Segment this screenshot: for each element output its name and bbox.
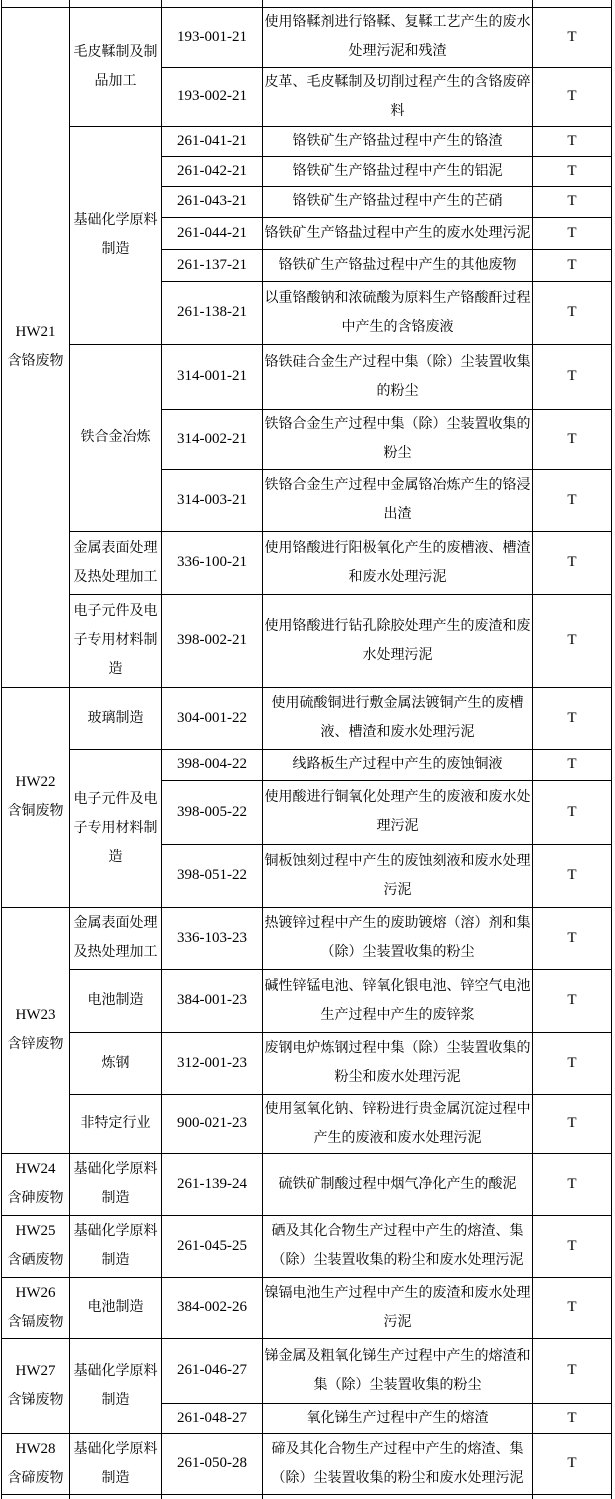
waste-desc-cell: 以重铬酸钠和浓硫酸为原料生产铬酸酐过程中产生的含铬废液: [263, 281, 533, 344]
industry-cell: 铁合金冶炼: [70, 344, 162, 531]
waste-desc-cell: 使用铬酸进行阳极氧化产生的废槽液、槽渣和废水处理污泥: [263, 531, 533, 594]
waste-code-cell: 900-021-23: [162, 1094, 263, 1153]
hazard-cell: T: [533, 969, 612, 1032]
hazard-cell: T: [533, 1094, 612, 1153]
waste-code-cell: 384-001-23: [162, 969, 263, 1032]
category-name: 含锌废物: [7, 1037, 64, 1052]
waste-desc-cell: 氧化锑生产过程中产生的熔渣: [263, 1403, 533, 1433]
category-name: 含硒废物: [7, 1253, 64, 1268]
category-code: HW25: [15, 1223, 56, 1239]
waste-code-cell: 398-004-22: [162, 749, 263, 780]
industry-cell: 基础化学原料制造: [70, 1215, 162, 1277]
waste-code-cell: 398-002-21: [162, 594, 263, 687]
hazard-cell: T: [533, 344, 612, 409]
waste-code-cell: 261-138-21: [162, 281, 263, 344]
empty-cell: [70, 1494, 162, 1499]
waste-code-cell: 261-041-21: [162, 126, 263, 156]
industry-cell: 基础化学原料制造: [70, 1338, 162, 1433]
category-cell-hw23: [2, 907, 70, 1153]
category-code: HW24: [15, 1161, 56, 1177]
waste-desc-cell: 使用铬酸进行钻孔除胶处理产生的废渣和废水处理污泥: [263, 594, 533, 687]
category-cell-hw24: [2, 1153, 70, 1215]
hazard-cell: T: [533, 1215, 612, 1277]
waste-code-cell: 261-139-24: [162, 1153, 263, 1215]
waste-code-cell: 261-050-28: [162, 1433, 263, 1494]
category-cell-hw25: [2, 1215, 70, 1277]
empty-cell: [2, 1494, 70, 1499]
category-cell-hw28: [2, 1433, 70, 1494]
waste-code-cell: 261-044-21: [162, 217, 263, 249]
table-row: [2, 969, 612, 1032]
waste-desc-cell: 硫铁矿制酸过程中烟气净化产生的酸泥: [263, 1153, 533, 1215]
waste-code-cell: 304-001-22: [162, 687, 263, 749]
hazard-cell: T: [533, 780, 612, 844]
waste-desc-cell: 铬铁矿生产铬盐过程中产生的废水处理污泥: [263, 217, 533, 249]
category-name: 含碲废物: [7, 1470, 64, 1486]
industry-cell: 金属表面处理及热处理加工: [70, 907, 162, 969]
empty-cell: [533, 1494, 612, 1499]
waste-desc-cell: 线路板生产过程中产生的废蚀铜液: [263, 749, 533, 780]
table-row: [2, 1215, 612, 1277]
empty-cell: [263, 1494, 533, 1499]
table-row: [2, 1338, 612, 1403]
hazard-cell: T: [533, 156, 612, 186]
category-cell-hw22: [2, 687, 70, 907]
waste-desc-cell: 铬铁矿生产铬盐过程中产生的铬渣: [263, 126, 533, 156]
empty-cell: [533, 0, 612, 7]
category-code: HW26: [15, 1284, 56, 1301]
industry-cell: 电子元件及电子专用材料制造: [70, 749, 162, 907]
table-row: [2, 907, 612, 969]
category-name: 含镉废物: [7, 1314, 64, 1330]
waste-code-cell: 261-042-21: [162, 156, 263, 186]
industry-cell: 基础化学原料制造: [70, 1433, 162, 1494]
waste-desc-cell: 铬铁硅合金生产过程中集（除）尘装置收集的粉尘: [263, 344, 533, 409]
waste-desc-cell: 铬铁矿生产铬盐过程中产生的其他废物: [263, 249, 533, 281]
industry-cell: 基础化学原料制造: [70, 1153, 162, 1215]
industry-cell: 非特定行业: [70, 1094, 162, 1153]
hazard-cell: T: [533, 281, 612, 344]
waste-desc-cell: 铁铬合金生产过程中金属铬冶炼产生的铬浸出渣: [263, 469, 533, 531]
industry-cell: 电池制造: [70, 969, 162, 1032]
table-row: [2, 1277, 612, 1338]
table-row: [2, 1433, 612, 1494]
industry-cell: 电池制造: [70, 1277, 162, 1338]
waste-desc-cell: 使用酸进行铜氧化处理产生的废液和废水处理污泥: [263, 780, 533, 844]
empty-cell: [162, 0, 263, 7]
hazard-cell: T: [533, 749, 612, 780]
hazardous-waste-table: [1, 0, 612, 1499]
waste-code-cell: 336-100-21: [162, 531, 263, 594]
waste-code-cell: 336-103-23: [162, 907, 263, 969]
hazard-cell: T: [533, 594, 612, 687]
hazard-cell: T: [533, 217, 612, 249]
empty-cell: [263, 0, 533, 7]
category-code: HW23: [15, 1007, 56, 1023]
empty-cell: [2, 0, 70, 7]
waste-code-cell: 398-051-22: [162, 844, 263, 907]
waste-desc-cell: 使用铬鞣剂进行铬鞣、复鞣工艺产生的废水处理污泥和残渣: [263, 7, 533, 67]
hazard-cell: T: [533, 1403, 612, 1433]
industry-cell: 玻璃制造: [70, 687, 162, 749]
table-row-partial-bottom: [2, 1494, 612, 1499]
hazard-cell: T: [533, 186, 612, 217]
waste-code-cell: 398-005-22: [162, 780, 263, 844]
hazard-cell: T: [533, 844, 612, 907]
waste-desc-cell: 铬铁矿生产铬盐过程中产生的芒硝: [263, 186, 533, 217]
category-cell-hw26: [2, 1277, 70, 1338]
waste-desc-cell: 铜板蚀刻过程中产生的废蚀刻液和废水处理污泥: [263, 844, 533, 907]
hazard-cell: T: [533, 126, 612, 156]
hazard-cell: T: [533, 1277, 612, 1338]
table-row: [2, 344, 612, 409]
industry-cell: 金属表面处理及热处理加工: [70, 531, 162, 594]
waste-code-cell: 314-003-21: [162, 469, 263, 531]
hazard-cell: T: [533, 531, 612, 594]
table-row: [2, 1153, 612, 1215]
waste-desc-cell: 使用硫酸铜进行敷金属法镀铜产生的废槽液、槽渣和废水处理污泥: [263, 687, 533, 749]
waste-code-cell: 193-002-21: [162, 67, 263, 126]
hazard-cell: T: [533, 907, 612, 969]
empty-cell: [70, 0, 162, 7]
category-name: 含锑废物: [7, 1392, 64, 1408]
category-name: 含砷废物: [7, 1191, 64, 1206]
table-row: [2, 126, 612, 156]
table-row: [2, 531, 612, 594]
industry-cell: 基础化学原料制造: [70, 126, 162, 344]
category-name: 含铬废物: [7, 354, 64, 369]
waste-code-cell: 384-002-26: [162, 1277, 263, 1338]
hazard-cell: T: [533, 1153, 612, 1215]
waste-desc-cell: 硒及其化合物生产过程中产生的熔渣、集（除）尘装置收集的粉尘和废水处理污泥: [263, 1215, 533, 1277]
hazard-cell: T: [533, 249, 612, 281]
category-cell-hw27: [2, 1338, 70, 1433]
waste-desc-cell: 镍镉电池生产过程中产生的废渣和废水处理污泥: [263, 1277, 533, 1338]
table-row: [2, 1094, 612, 1153]
waste-desc-cell: 废钢电炉炼钢过程中集（除）尘装置收集的粉尘和废水处理污泥: [263, 1032, 533, 1094]
waste-desc-cell: 锑金属及粗氧化锑生产过程中产生的熔渣和集（除）尘装置收集的粉尘: [263, 1338, 533, 1403]
waste-code-cell: 314-001-21: [162, 344, 263, 409]
hazard-cell: T: [533, 7, 612, 67]
hazard-cell: T: [533, 67, 612, 126]
waste-code-cell: 261-046-27: [162, 1338, 263, 1403]
industry-cell: 炼钢: [70, 1032, 162, 1094]
hazard-cell: T: [533, 409, 612, 469]
waste-desc-cell: 铁铬合金生产过程中集（除）尘装置收集的粉尘: [263, 409, 533, 469]
waste-desc-cell: 碲及其化合物生产过程中产生的熔渣、集（除）尘装置收集的粉尘和废水处理污泥: [263, 1433, 533, 1494]
waste-desc-cell: 使用氢氧化钠、锌粉进行贵金属沉淀过程中产生的废液和废水处理污泥: [263, 1094, 533, 1153]
waste-desc-cell: 碱性锌锰电池、锌氧化银电池、锌空气电池生产过程中产生的废锌浆: [263, 969, 533, 1032]
waste-desc-cell: 皮革、毛皮鞣制及切削过程产生的含铬废碎料: [263, 67, 533, 126]
category-code: HW21: [15, 324, 56, 340]
category-code: HW22: [15, 774, 56, 790]
category-cell-hw21: [2, 7, 70, 687]
waste-code-cell: 193-001-21: [162, 7, 263, 67]
hazard-cell: T: [533, 469, 612, 531]
hazard-cell: T: [533, 1032, 612, 1094]
category-name: 含铜废物: [7, 804, 64, 819]
table-row: [2, 687, 612, 749]
waste-code-cell: 261-137-21: [162, 249, 263, 281]
hazard-cell: T: [533, 1338, 612, 1403]
waste-code-cell: 314-002-21: [162, 409, 263, 469]
table-row: [2, 749, 612, 780]
table-row: [2, 594, 612, 687]
table-row-partial-top: [2, 0, 612, 7]
hazard-cell: T: [533, 687, 612, 749]
waste-code-cell: 261-043-21: [162, 186, 263, 217]
hazard-cell: T: [533, 1433, 612, 1494]
industry-cell: 毛皮鞣制及制品加工: [70, 7, 162, 126]
table-row: [2, 7, 612, 67]
industry-cell: 电子元件及电子专用材料制造: [70, 594, 162, 687]
waste-desc-cell: 热镀锌过程中产生的废助镀熔（溶）剂和集（除）尘装置收集的粉尘: [263, 907, 533, 969]
table-row: [2, 1032, 612, 1094]
waste-code-cell: 261-048-27: [162, 1403, 263, 1433]
waste-code-cell: 312-001-23: [162, 1032, 263, 1094]
empty-cell: [162, 1494, 263, 1499]
category-code: HW28: [15, 1440, 56, 1457]
category-code: HW27: [15, 1362, 56, 1379]
waste-code-cell: 261-045-25: [162, 1215, 263, 1277]
waste-desc-cell: 铬铁矿生产铬盐过程中产生的铝泥: [263, 156, 533, 186]
